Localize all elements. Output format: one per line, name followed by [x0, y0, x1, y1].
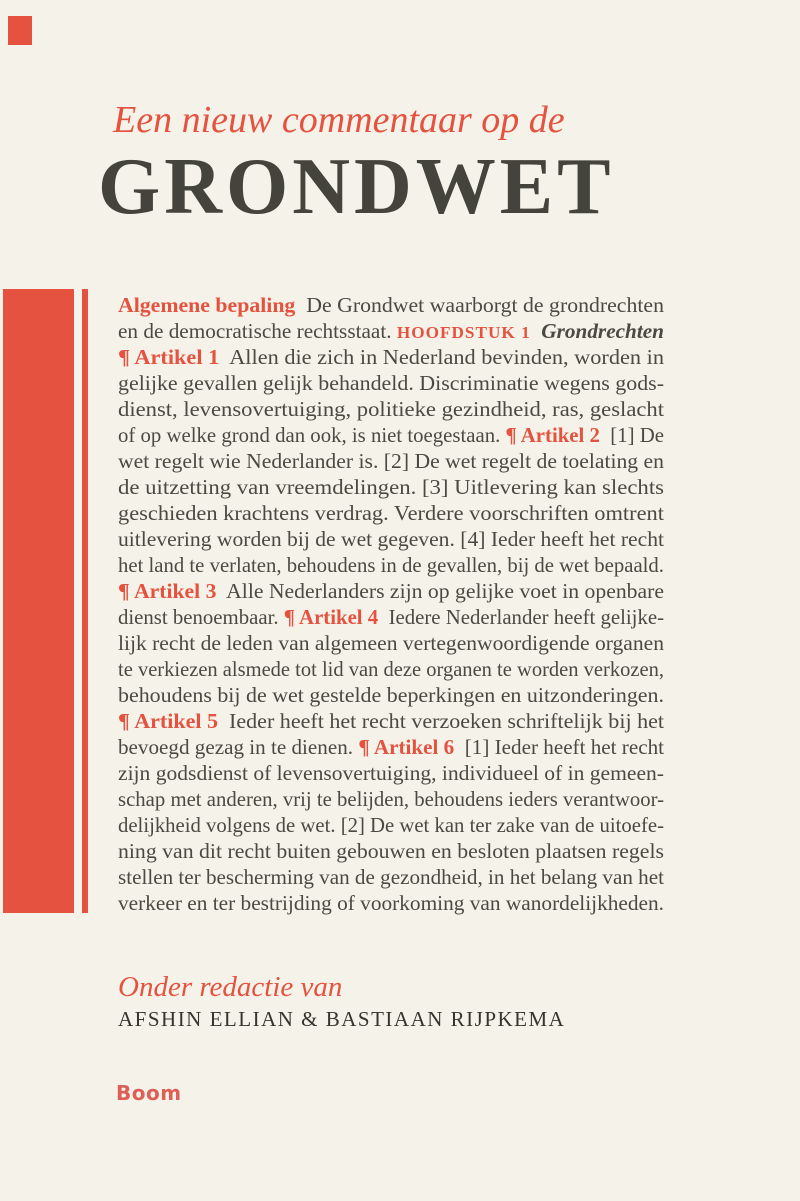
- accent-bar-thin: [82, 289, 88, 913]
- text-line: verkeer en ter bestrijding of voorkoming van wanordelijkheden.: [118, 891, 664, 915]
- text-line: dienst, levensovertuiging, politieke gezindheid, ras, geslacht: [118, 397, 664, 421]
- author-names: AFSHIN ELLIAN & BASTIAAN RIJPKEMA: [118, 1007, 566, 1031]
- publisher-logo: Boom: [116, 1081, 182, 1105]
- text-line: wet regelt wie Nederlander is. [2] De wet regelt de toelating en: [118, 449, 664, 473]
- text-line: ¶ Artikel 1 Allen die zich in Nederland bevinden, worden in: [118, 345, 664, 369]
- text-line: behoudens bij de wet gestelde beperkingen en uitzonderingen.: [118, 683, 664, 707]
- text-line: schap met anderen, vrij te belijden, behoudens ieders verantwoor-: [118, 787, 664, 811]
- corner-mark: [8, 16, 32, 45]
- text-line: gelijke gevallen gelijk behandeld. Discriminatie wegens gods-: [118, 371, 664, 395]
- accent-bar-wide: [3, 289, 74, 913]
- text-line: uitlevering worden bij de wet gegeven. [4] Ieder heeft het recht: [118, 527, 664, 551]
- text-line: geschieden krachtens verdrag. Verdere voorschriften omtrent: [118, 501, 664, 525]
- text-line: ning van dit recht buiten gebouwen en besloten plaatsen regels: [118, 839, 664, 863]
- text-line: stellen ter bescherming van de gezondheid, in het belang van het: [118, 865, 664, 889]
- text-line: Algemene bepaling De Grondwet waarborgt de grondrechten: [118, 293, 664, 317]
- text-line: bevoegd gezag in te dienen. ¶ Artikel 6 [1] Ieder heeft het recht: [118, 735, 664, 759]
- text-line: zijn godsdienst of levensovertuiging, individueel of in gemeen-: [118, 761, 664, 785]
- cover-subtitle: Een nieuw commentaar op de: [113, 99, 565, 141]
- constitution-excerpt: [118, 292, 664, 916]
- text-line: ¶ Artikel 5 Ieder heeft het recht verzoeken schriftelijk bij het: [118, 709, 664, 733]
- text-line: lijk recht de leden van algemeen vertegenwoordigende organen: [118, 631, 664, 655]
- text-line: ¶ Artikel 3 Alle Nederlanders zijn op gelijke voet in openbare: [118, 579, 664, 603]
- text-line: of op welke grond dan ook, is niet toegestaan. ¶ Artikel 2 [1] De: [118, 423, 664, 447]
- text-line: en de democratische rechtsstaat. HOOFDSTUK 1 Grondrechten: [118, 319, 664, 343]
- text-line: het land te verlaten, behoudens in de gevallen, bij de wet bepaald.: [118, 553, 664, 577]
- editor-label: Onder redactie van: [118, 971, 343, 1003]
- cover-title: GRONDWET: [98, 143, 615, 231]
- text-line: te verkiezen alsmede tot lid van deze organen te worden verkozen,: [118, 657, 664, 681]
- text-line: delijkheid volgens de wet. [2] De wet kan ter zake van de uitoefe-: [118, 813, 664, 837]
- text-line: de uitzetting van vreemdelingen. [3] Uitlevering kan slechts: [118, 475, 664, 499]
- text-line: dienst benoembaar. ¶ Artikel 4 Iedere Nederlander heeft gelijke-: [118, 605, 664, 629]
